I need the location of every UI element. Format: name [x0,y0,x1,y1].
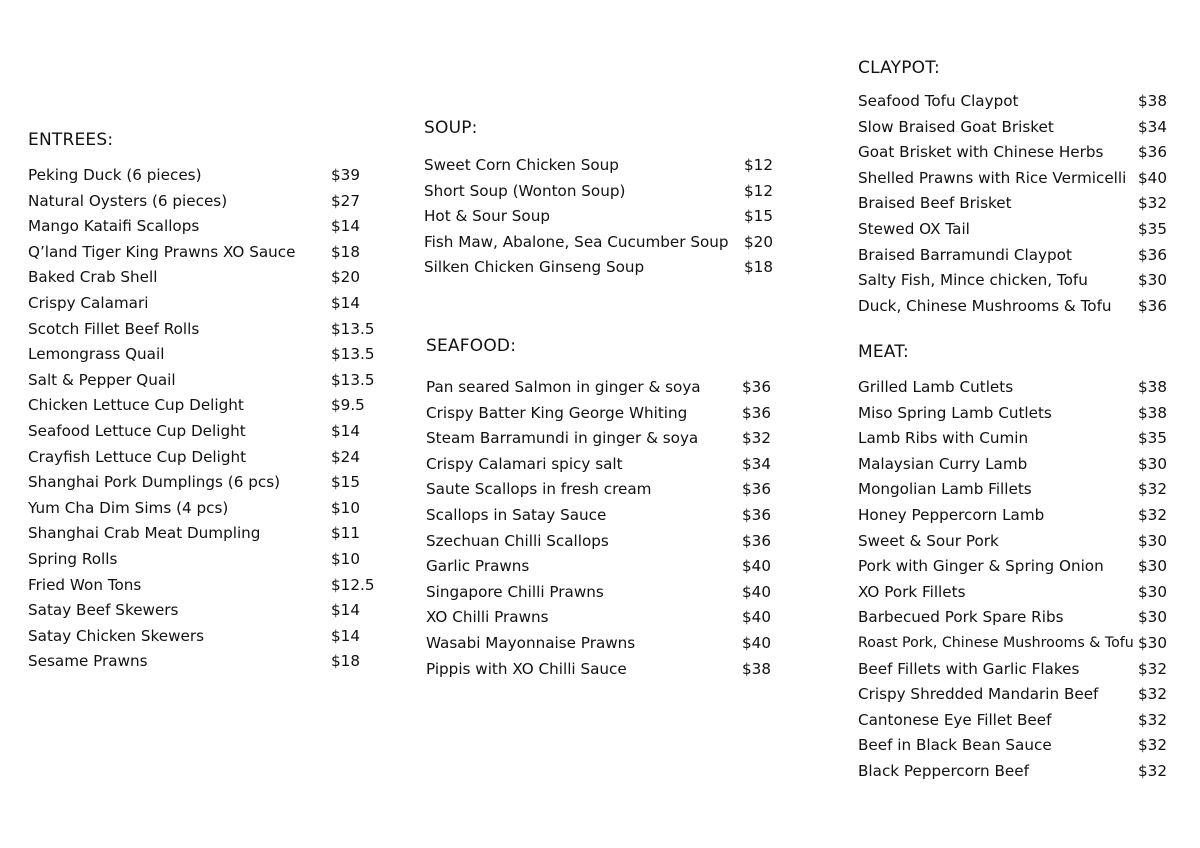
menu-item-name: Sweet Corn Chicken Soup [424,156,619,174]
menu-item-name: Silken Chicken Ginseng Soup [424,258,645,277]
menu-item-price: $36 [1138,296,1167,315]
menu-item-price: $30 [1138,271,1167,290]
menu-item-price: $30 [1138,633,1167,652]
menu-item-price: $14 [331,421,360,440]
menu-item-name: Grilled Lamb Cutlets [858,378,1014,396]
menu-item-name: Lamb Ribs with Cumin [858,429,1029,448]
menu-item-name: Chicken Lettuce Cup Delight [28,396,244,415]
menu-item-price: $30 [1138,454,1167,473]
menu-item-price: $27 [331,191,360,210]
menu-item-price: $18 [331,652,360,671]
menu-item-name: Satay Beef Skewers [28,601,179,620]
menu-item-name: Saute Scallops in fresh cream [426,480,652,499]
menu-item-name: Pippis with XO Chilli Sauce [426,659,627,678]
menu-item-name: Crispy Shredded Mandarin Beef [858,685,1099,704]
menu-item-name: Fried Won Tons [28,575,142,594]
menu-item-name: Baked Crab Shell [28,268,158,287]
menu-item-price: $40 [742,582,771,601]
menu-item-price: $40 [1138,168,1167,187]
menu-item-name: Miso Spring Lamb Cutlets [858,403,1052,422]
menu-item-price: $18 [331,242,360,261]
menu-item-price: $30 [1138,608,1167,627]
menu-item-price: $32 [742,429,771,448]
menu-item-price: $40 [742,608,771,627]
menu-item-name: Duck, Chinese Mushrooms & Tofu [858,296,1112,315]
menu-item-name: Satay Chicken Skewers [28,626,205,645]
menu-item-price: $39 [331,166,360,184]
menu-item-name: Honey Peppercorn Lamb [858,505,1045,524]
menu-item-price: $30 [1138,582,1167,601]
menu-item-price: $13.5 [331,319,375,338]
menu-item-price: $36 [1138,245,1167,264]
menu-item-price: $38 [1138,92,1167,110]
menu-item-name: Black Peppercorn Beef [858,761,1029,780]
menu-item-price: $15 [744,207,773,226]
menu-item-price: $35 [1138,429,1167,448]
menu-item-price: $35 [1138,219,1167,238]
menu-item-price: $38 [1138,378,1167,396]
menu-item-name: Natural Oysters (6 pieces) [28,191,228,210]
menu-item-name: Shelled Prawns with Rice Vermicelli [858,168,1127,187]
menu-item-name: Mongolian Lamb Fillets [858,480,1032,499]
menu-item-price: $32 [1138,685,1167,704]
menu-item-price: $15 [331,473,360,492]
menu-item-price: $24 [331,447,360,466]
menu-item-price: $12 [744,181,773,200]
menu-item-name: Crayfish Lettuce Cup Delight [28,447,247,466]
section-title: SEAFOOD: [426,336,517,356]
menu-item-name: Spring Rolls [28,549,118,568]
menu-item-price: $38 [742,659,771,678]
menu-item-price: $12 [744,156,773,174]
menu-item-name: Beef in Black Bean Sauce [858,736,1052,755]
menu-item-price: $20 [331,268,360,287]
menu-item-price: $14 [331,601,360,620]
menu-item-name: Crispy Calamari spicy salt [426,454,623,473]
menu-item-price: $11 [331,524,360,543]
menu-item-price: $36 [742,378,771,396]
menu-item-price: $32 [1138,710,1167,729]
menu-item-name: Slow Braised Goat Brisket [858,117,1054,136]
menu-item-price: $40 [742,557,771,576]
menu-item-name: Pan seared Salmon in ginger & soya [426,378,701,396]
menu-item-name: Singapore Chilli Prawns [426,582,604,601]
menu-item-name: Hot & Sour Soup [424,207,550,226]
menu-item-name: Fish Maw, Abalone, Sea Cucumber Soup [424,232,729,251]
menu-item-price: $36 [742,403,771,422]
menu-item-name: Cantonese Eye Fillet Beef [858,710,1052,729]
menu-item-name: Szechuan Chilli Scallops [426,531,609,550]
menu-item-price: $34 [1138,117,1167,136]
menu-item-name: Braised Beef Brisket [858,194,1012,213]
menu-item-price: $18 [744,258,773,277]
menu-item-price: $14 [331,217,360,236]
menu-item-price: $9.5 [331,396,365,415]
menu-item-price: $32 [1138,659,1167,678]
menu-item-price: $32 [1138,505,1167,524]
menu-item-name: Lemongrass Quail [28,345,165,364]
menu-item-price: $10 [331,498,360,517]
section-title: MEAT: [858,342,909,362]
menu-item-price: $36 [742,505,771,524]
menu-item-price: $13.5 [331,345,375,364]
menu-item-name: Sesame Prawns [28,652,148,671]
menu-item-name: Goat Brisket with Chinese Herbs [858,143,1104,162]
menu-item-price: $10 [331,549,360,568]
menu-item-price: $38 [1138,403,1167,422]
menu-item-name: Malaysian Curry Lamb [858,454,1028,473]
menu-item-name: Short Soup (Wonton Soup) [424,181,626,200]
menu-item-name: Sweet & Sour Pork [858,531,999,550]
menu-item-name: Scallops in Satay Sauce [426,505,607,524]
menu-item-name: Salt & Pepper Quail [28,370,176,389]
menu-item-name: Steam Barramundi in ginger & soya [426,429,699,448]
section-title: ENTREES: [28,130,114,150]
menu-item-name: Garlic Prawns [426,557,530,576]
section-title: SOUP: [424,118,478,138]
menu-item-name: Wasabi Mayonnaise Prawns [426,633,636,652]
menu-item-price: $14 [331,626,360,645]
menu-item-name: Peking Duck (6 pieces) [28,166,202,184]
menu-item-price: $36 [1138,143,1167,162]
menu-item-name: Yum Cha Dim Sims (4 pcs) [28,498,229,517]
menu-item-name: Crispy Calamari [28,293,149,312]
menu-item-name: Braised Barramundi Claypot [858,245,1072,264]
menu-item-name: Seafood Tofu Claypot [858,92,1019,110]
menu-item-price: $30 [1138,557,1167,576]
menu-item-price: $14 [331,293,360,312]
menu-item-name: Q’land Tiger King Prawns XO Sauce [28,242,296,261]
menu-item-name: XO Chilli Prawns [426,608,549,627]
menu-item-price: $34 [742,454,771,473]
menu-item-name: Beef Fillets with Garlic Flakes [858,659,1080,678]
menu-item-name: Seafood Lettuce Cup Delight [28,421,246,440]
section-title: CLAYPOT: [858,58,940,78]
menu-item-price: $12.5 [331,575,375,594]
menu-item-price: $32 [1138,761,1167,780]
menu-item-price: $13.5 [331,370,375,389]
menu-item-name: Pork with Ginger & Spring Onion [858,557,1104,576]
menu-item-price: $36 [742,480,771,499]
menu-item-name: XO Pork Fillets [858,582,966,601]
menu-item-price: $32 [1138,736,1167,755]
menu-item-name: Shanghai Crab Meat Dumpling [28,524,261,543]
menu-item-name: Mango Kataifi Scallops [28,217,200,236]
menu-item-price: $30 [1138,531,1167,550]
menu-item-price: $32 [1138,194,1167,213]
menu-item-price: $20 [744,232,773,251]
menu-item-name: Salty Fish, Mince chicken, Tofu [858,271,1088,290]
menu-item-name: Stewed OX Tail [858,219,970,238]
menu-item-price: $36 [742,531,771,550]
menu-item-price: $40 [742,633,771,652]
menu-item-price: $32 [1138,480,1167,499]
menu-item-name: Barbecued Pork Spare Ribs [858,608,1064,627]
menu-item-name: Scotch Fillet Beef Rolls [28,319,200,338]
menu-item-name: Crispy Batter King George Whiting [426,403,688,422]
menu-item-name: Shanghai Pork Dumplings (6 pcs) [28,473,281,492]
menu-item-name: Roast Pork, Chinese Mushrooms & Tofu [858,634,1134,651]
